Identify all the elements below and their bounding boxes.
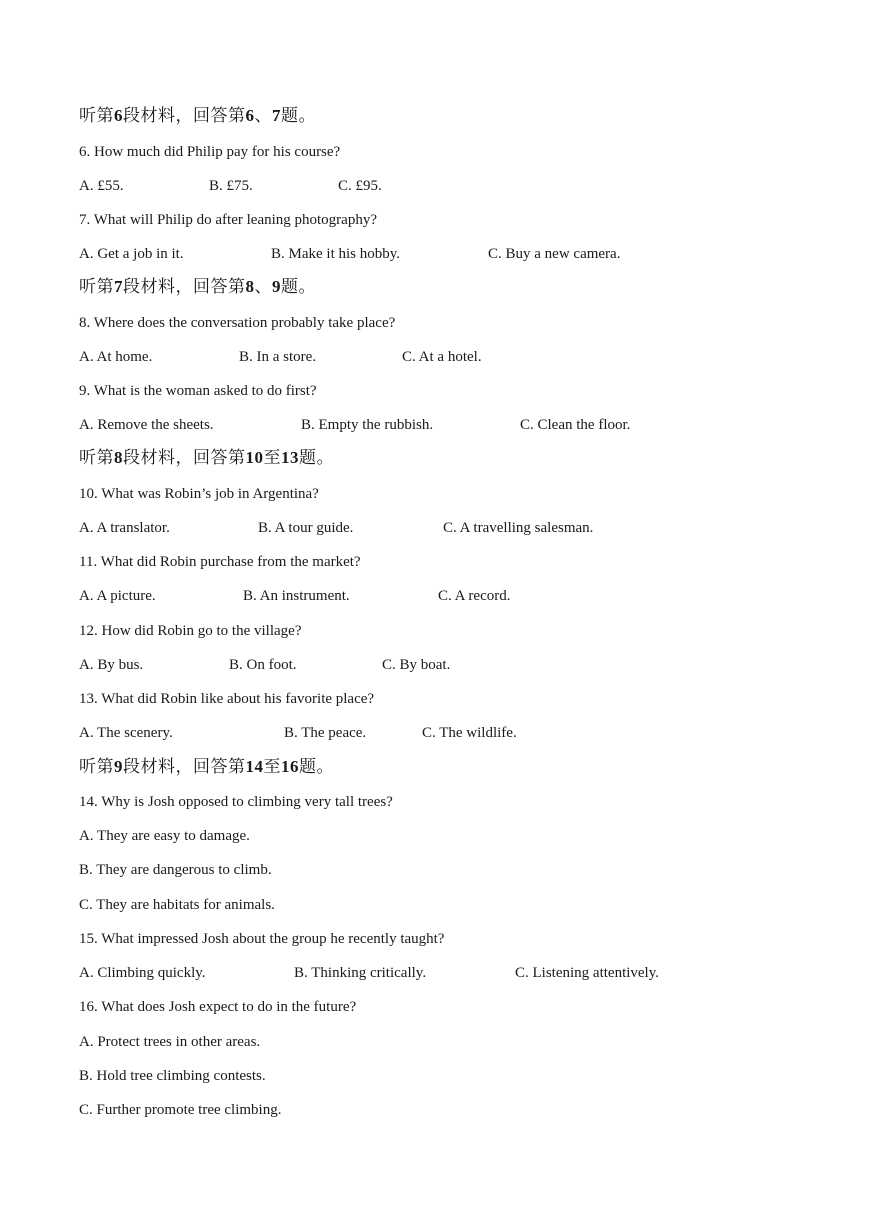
heading-number: 7 bbox=[272, 106, 281, 125]
option-b: B. Thinking critically. bbox=[294, 965, 427, 981]
heading-text: 至 bbox=[263, 757, 281, 776]
heading-text: 段材料，回答第 bbox=[123, 448, 246, 467]
option-a: A. £55. bbox=[79, 178, 124, 194]
option-b: B. Empty the rubbish. bbox=[301, 417, 434, 433]
option-a: A. Protect trees in other areas. bbox=[79, 1034, 261, 1050]
option-c: C. Listening attentively. bbox=[515, 965, 660, 981]
option-b: B. Make it his hobby. bbox=[271, 246, 401, 262]
option-a: A. The scenery. bbox=[79, 725, 173, 741]
option-b: B. In a store. bbox=[239, 349, 317, 365]
heading-text: 题。 bbox=[281, 277, 316, 296]
option-a: A. By bus. bbox=[79, 657, 144, 673]
question-text: 12. How did Robin go to the village? bbox=[79, 623, 302, 639]
heading-text: 听第 bbox=[79, 757, 114, 776]
option-a: A. They are easy to damage. bbox=[79, 828, 250, 844]
option-a: A. At home. bbox=[79, 349, 153, 365]
question-text: 7. What will Philip do after leaning photography? bbox=[79, 212, 377, 228]
heading-text: 听第 bbox=[79, 448, 114, 467]
section-heading bbox=[79, 278, 316, 296]
option-b: B. They are dangerous to climb. bbox=[79, 862, 272, 878]
option-c: C. At a hotel. bbox=[402, 349, 482, 365]
heading-number: 8 bbox=[245, 277, 255, 296]
heading-text: 题。 bbox=[281, 106, 316, 125]
heading-text: 段材料，回答第 bbox=[123, 106, 246, 125]
question-text: 16. What does Josh expect to do in the future? bbox=[79, 999, 357, 1015]
heading-text: 段材料，回答第 bbox=[123, 757, 246, 776]
option-c: C. They are habitats for animals. bbox=[79, 897, 275, 913]
heading-number: 13 bbox=[281, 448, 299, 467]
heading-number: 6 bbox=[114, 106, 123, 125]
heading-text: 题。 bbox=[299, 757, 334, 776]
option-b: B. Hold tree climbing contests. bbox=[79, 1068, 266, 1084]
option-a: A. Remove the sheets. bbox=[79, 417, 214, 433]
question-text: 11. What did Robin purchase from the market? bbox=[79, 554, 361, 570]
option-c: C. A travelling salesman. bbox=[443, 520, 594, 536]
question-text: 9. What is the woman asked to do first? bbox=[79, 383, 317, 399]
heading-number: 14 bbox=[245, 757, 264, 776]
question-text: 13. What did Robin like about his favorite place? bbox=[79, 691, 375, 707]
option-a: A. Get a job in it. bbox=[79, 246, 184, 262]
section-heading bbox=[79, 449, 334, 467]
option-b: B. £75. bbox=[209, 178, 253, 194]
option-b: B. A tour guide. bbox=[258, 520, 354, 536]
heading-text: 听第 bbox=[79, 277, 114, 296]
heading-number: 10 bbox=[245, 448, 264, 467]
heading-text: 、 bbox=[254, 106, 272, 125]
question-text: 10. What was Robin’s job in Argentina? bbox=[79, 486, 319, 502]
option-c: C. Clean the floor. bbox=[520, 417, 631, 433]
option-a: A. Climbing quickly. bbox=[79, 965, 206, 981]
heading-text: 听第 bbox=[79, 106, 114, 125]
option-c: C. Buy a new camera. bbox=[488, 246, 621, 262]
heading-text: 题。 bbox=[299, 448, 334, 467]
option-c: C. The wildlife. bbox=[422, 725, 517, 741]
question-text: 8. Where does the conversation probably take place? bbox=[79, 315, 396, 331]
option-a: A. A picture. bbox=[79, 588, 156, 604]
heading-text: 至 bbox=[263, 448, 281, 467]
question-text: 14. Why is Josh opposed to climbing very tall trees? bbox=[79, 794, 393, 810]
option-c: C. Further promote tree climbing. bbox=[79, 1102, 282, 1118]
option-b: B. The peace. bbox=[284, 725, 367, 741]
question-text: 6. How much did Philip pay for his course? bbox=[79, 144, 341, 160]
option-c: C. By boat. bbox=[382, 657, 451, 673]
heading-text: 、 bbox=[254, 277, 272, 296]
heading-number: 9 bbox=[272, 277, 281, 296]
heading-number: 7 bbox=[114, 277, 123, 296]
heading-number: 6 bbox=[245, 106, 255, 125]
option-b: B. On foot. bbox=[229, 657, 297, 673]
heading-number: 16 bbox=[281, 757, 299, 776]
heading-number: 8 bbox=[114, 448, 123, 467]
option-c: C. A record. bbox=[438, 588, 511, 604]
heading-number: 9 bbox=[114, 757, 123, 776]
option-a: A. A translator. bbox=[79, 520, 170, 536]
heading-text: 段材料，回答第 bbox=[123, 277, 246, 296]
section-heading bbox=[79, 107, 316, 125]
option-c: C. £95. bbox=[338, 178, 382, 194]
section-heading bbox=[79, 758, 334, 776]
option-b: B. An instrument. bbox=[243, 588, 350, 604]
question-text: 15. What impressed Josh about the group he recently taught? bbox=[79, 931, 445, 947]
